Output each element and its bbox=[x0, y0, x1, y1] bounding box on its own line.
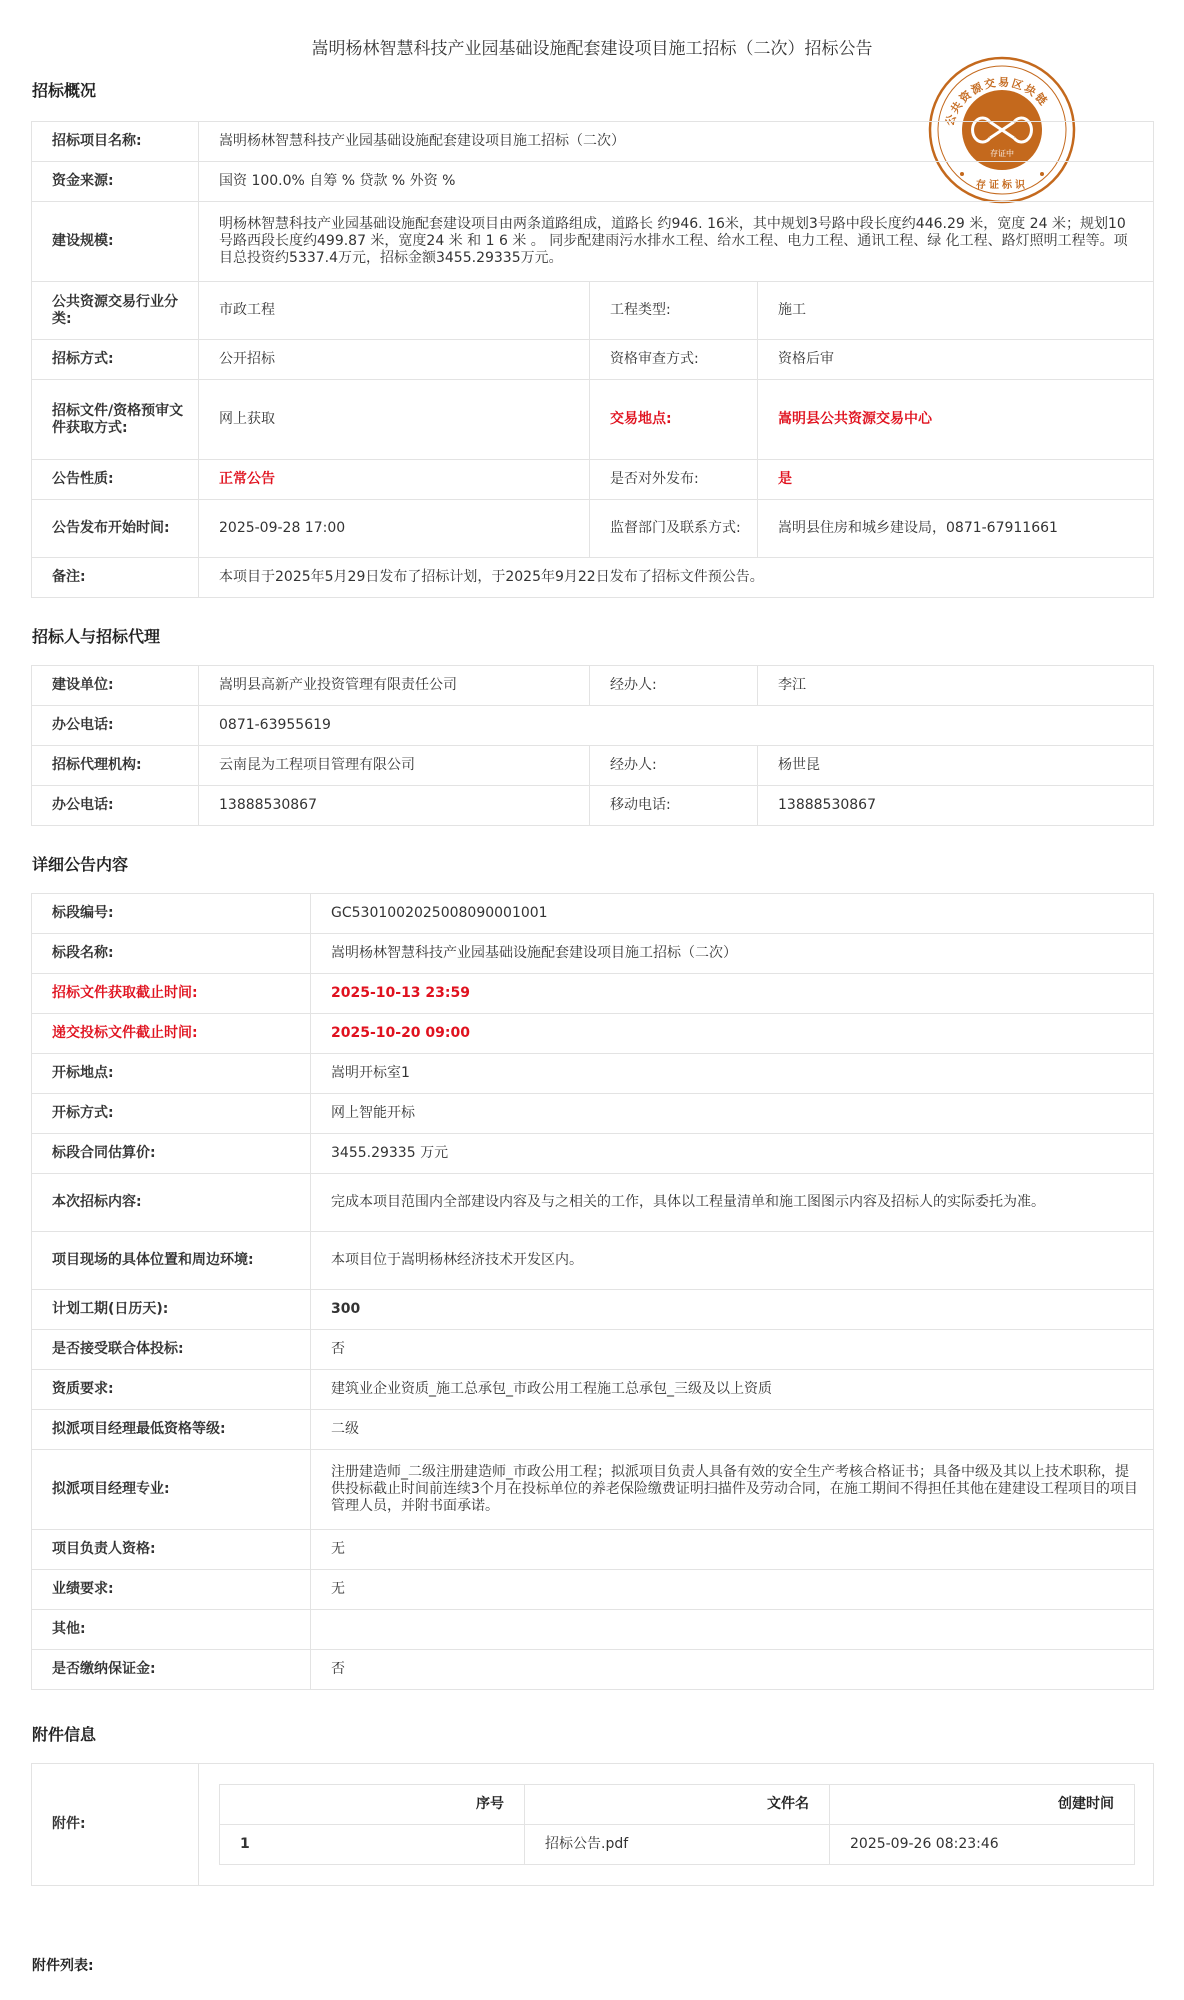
field-value: 本项目位于嵩明杨林经济技术开发区内。 bbox=[311, 1232, 1154, 1290]
field-label: 招标项目名称: bbox=[32, 122, 199, 162]
field-value: GC5301002025008090001001 bbox=[311, 894, 1154, 934]
table-row bbox=[32, 558, 1154, 598]
supervisor-value: 嵩明县住房和城乡建设局，0871-67911661 bbox=[758, 500, 1154, 558]
agency-value: 云南昆为工程项目管理有限公司 bbox=[199, 746, 590, 786]
table-row bbox=[32, 1054, 1154, 1094]
page-title: 嵩明杨林智慧科技产业园基础设施配套建设项目施工招标（二次）招标公告 bbox=[311, 39, 873, 59]
attachment-header-row bbox=[220, 1785, 1135, 1825]
field-label: 招标代理机构: bbox=[32, 746, 199, 786]
field-label: 拟派项目经理专业: bbox=[32, 1450, 311, 1530]
field-label: 附件: bbox=[32, 1764, 199, 1886]
attach-cell bbox=[199, 1764, 1154, 1886]
field-label: 办公电话: bbox=[32, 786, 199, 826]
table-row bbox=[32, 380, 1154, 460]
project-name-value: 嵩明杨林智慧科技产业园基础设施配套建设项目施工招标（二次） bbox=[199, 122, 1154, 162]
field-label: 招标方式: bbox=[32, 340, 199, 380]
field-label: 监督部门及联系方式: bbox=[590, 500, 758, 558]
field-label: 公告性质: bbox=[32, 460, 199, 500]
col-header-no: 序号 bbox=[220, 1785, 525, 1825]
table-row bbox=[32, 1530, 1154, 1570]
field-value: 无 bbox=[311, 1570, 1154, 1610]
field-label: 建设规模: bbox=[32, 202, 199, 282]
field-value: 网上智能开标 bbox=[311, 1094, 1154, 1134]
field-value: 2025-10-13 23:59 bbox=[311, 974, 1154, 1014]
table-row bbox=[32, 1570, 1154, 1610]
publish-value: 2025-09-28 17:00 bbox=[199, 500, 590, 558]
parties-table bbox=[31, 665, 1154, 826]
table-row bbox=[32, 1450, 1154, 1530]
attach-table bbox=[31, 1763, 1154, 1886]
section-detail-heading: 详细公告内容 bbox=[32, 855, 129, 874]
field-label: 公共资源交易行业分类: bbox=[32, 282, 199, 340]
overview-table bbox=[31, 121, 1154, 598]
field-value: 二级 bbox=[311, 1410, 1154, 1450]
table-row bbox=[32, 1330, 1154, 1370]
field-value: 嵩明开标室1 bbox=[311, 1054, 1154, 1094]
field-label: 项目负责人资格: bbox=[32, 1530, 311, 1570]
table-row bbox=[32, 934, 1154, 974]
field-label: 资格审查方式: bbox=[590, 340, 758, 380]
field-label: 本次招标内容: bbox=[32, 1174, 311, 1232]
table-row bbox=[32, 1014, 1154, 1054]
field-label: 公告发布开始时间: bbox=[32, 500, 199, 558]
field-label: 开标地点: bbox=[32, 1054, 311, 1094]
field-value: 2025-10-20 09:00 bbox=[311, 1014, 1154, 1054]
table-row bbox=[32, 1232, 1154, 1290]
table-row bbox=[32, 666, 1154, 706]
field-label: 招标文件/资格预审文件获取方式: bbox=[32, 380, 199, 460]
section-attach-heading: 附件信息 bbox=[32, 1725, 97, 1744]
table-row bbox=[32, 706, 1154, 746]
field-label: 标段名称: bbox=[32, 934, 311, 974]
table-row bbox=[32, 1764, 1154, 1886]
section-parties-heading: 招标人与招标代理 bbox=[32, 627, 161, 646]
agency-phone-value: 13888530867 bbox=[199, 786, 590, 826]
table-row bbox=[32, 460, 1154, 500]
field-value: 注册建造师_二级注册建造师_市政公用工程；拟派项目负责人具备有效的安全生产考核合格证书；具备中级及其以上技术职称，提供投标截止时间前连续3个月在投标单位的养老保险缴费证明扫描件及劳动合同，在施工期间不得担任其他在建建设工程项目的项目管理人员，并附书面承诺。 bbox=[311, 1450, 1154, 1530]
project-type-value: 施工 bbox=[758, 282, 1154, 340]
stamp-bottom-text: 存证标识 bbox=[976, 180, 1028, 191]
remark-value: 本项目于2025年5月29日发布了招标计划，于2025年9月22日发布了招标文件预公告。 bbox=[199, 558, 1154, 598]
field-value: 3455.29335 万元 bbox=[311, 1134, 1154, 1174]
field-value: 无 bbox=[311, 1530, 1154, 1570]
field-label: 经办人: bbox=[590, 666, 758, 706]
table-row bbox=[32, 1370, 1154, 1410]
field-label: 递交投标文件截止时间: bbox=[32, 1014, 311, 1054]
venue-value: 嵩明县公共资源交易中心 bbox=[758, 380, 1154, 460]
field-value: 嵩明杨林智慧科技产业园基础设施配套建设项目施工招标（二次） bbox=[311, 934, 1154, 974]
field-label: 标段编号: bbox=[32, 894, 311, 934]
doc-obtain-value: 网上获取 bbox=[199, 380, 590, 460]
table-row bbox=[32, 1610, 1154, 1650]
table-row bbox=[32, 894, 1154, 934]
review-value: 资格后审 bbox=[758, 340, 1154, 380]
table-row bbox=[32, 122, 1154, 162]
external-value: 是 bbox=[758, 460, 1154, 500]
section-overview-heading: 招标概况 bbox=[32, 81, 97, 100]
table-row bbox=[32, 746, 1154, 786]
agency-mobile-value: 13888530867 bbox=[758, 786, 1154, 826]
attachment-row bbox=[220, 1825, 1135, 1865]
field-label: 是否对外发布: bbox=[590, 460, 758, 500]
field-value: 完成本项目范围内全部建设内容及与之相关的工作，具体以工程量清单和施工图图示内容及招标人的实际委托为准。 bbox=[311, 1174, 1154, 1232]
field-label: 办公电话: bbox=[32, 706, 199, 746]
field-value bbox=[311, 1610, 1154, 1650]
table-row bbox=[32, 1410, 1154, 1450]
field-label: 开标方式: bbox=[32, 1094, 311, 1134]
table-row bbox=[32, 974, 1154, 1014]
field-label: 资质要求: bbox=[32, 1370, 311, 1410]
field-label: 建设单位: bbox=[32, 666, 199, 706]
attachment-created-time: 2025-09-26 08:23:46 bbox=[830, 1825, 1135, 1865]
detail-table bbox=[31, 893, 1154, 1690]
attachment-no: 1 bbox=[220, 1825, 525, 1865]
field-label: 备注: bbox=[32, 558, 199, 598]
field-label: 交易地点: bbox=[590, 380, 758, 460]
field-label: 是否缴纳保证金: bbox=[32, 1650, 311, 1690]
field-label: 其他: bbox=[32, 1610, 311, 1650]
field-label: 资金来源: bbox=[32, 162, 199, 202]
attachment-list bbox=[219, 1784, 1135, 1865]
owner-phone-value: 0871-63955619 bbox=[199, 706, 1154, 746]
table-row bbox=[32, 786, 1154, 826]
owner-handler-value: 李江 bbox=[758, 666, 1154, 706]
method-value: 公开招标 bbox=[199, 340, 590, 380]
table-row bbox=[32, 1290, 1154, 1330]
category-value: 市政工程 bbox=[199, 282, 590, 340]
field-label: 招标文件获取截止时间: bbox=[32, 974, 311, 1014]
table-row bbox=[32, 282, 1154, 340]
attachment-list-label: 附件列表: bbox=[32, 1958, 94, 1974]
table-row bbox=[32, 162, 1154, 202]
field-value: 建筑业企业资质_施工总承包_市政公用工程施工总承包_三级及以上资质 bbox=[311, 1370, 1154, 1410]
owner-value: 嵩明县高新产业投资管理有限责任公司 bbox=[199, 666, 590, 706]
scale-value: 明杨林智慧科技产业园基础设施配套建设项目由两条道路组成，道路长 约946. 16米，其中规划3号路中段长度约446.29 米，宽度 24 米；规划10号路西段长度约499.87 米，宽度24 米 和 1 6 米 。 同步配建雨污水排水工程、给水工程、电力工程、通讯工程、绿 化工程、路灯照明工程等。项目总投资约5337.4万元，招标金额3455.29335万元。 bbox=[199, 202, 1154, 282]
stamp-ring-text: 公共资源交易区块链 bbox=[942, 75, 1051, 128]
field-value: 否 bbox=[311, 1650, 1154, 1690]
table-row bbox=[32, 202, 1154, 282]
field-label: 业绩要求: bbox=[32, 1570, 311, 1610]
attachment-file-link[interactable]: 招标公告.pdf bbox=[525, 1825, 830, 1865]
nature-value: 正常公告 bbox=[199, 460, 590, 500]
field-label: 移动电话: bbox=[590, 786, 758, 826]
table-row bbox=[32, 1650, 1154, 1690]
field-label: 工程类型: bbox=[590, 282, 758, 340]
table-row bbox=[32, 1094, 1154, 1134]
field-label: 标段合同估算价: bbox=[32, 1134, 311, 1174]
table-row bbox=[32, 1174, 1154, 1232]
field-label: 计划工期(日历天): bbox=[32, 1290, 311, 1330]
table-row bbox=[32, 1134, 1154, 1174]
field-value: 否 bbox=[311, 1330, 1154, 1370]
field-label: 是否接受联合体投标: bbox=[32, 1330, 311, 1370]
field-label: 经办人: bbox=[590, 746, 758, 786]
table-row bbox=[32, 500, 1154, 558]
agency-handler-value: 杨世昆 bbox=[758, 746, 1154, 786]
col-header-filename: 文件名 bbox=[525, 1785, 830, 1825]
fund-value: 国资 100.0% 自筹 % 贷款 % 外资 % bbox=[199, 162, 1154, 202]
field-value: 300 bbox=[311, 1290, 1154, 1330]
table-row bbox=[32, 340, 1154, 380]
col-header-created: 创建时间 bbox=[830, 1785, 1135, 1825]
stamp-center-text: 存证中 bbox=[990, 149, 1014, 158]
field-label: 项目现场的具体位置和周边环境: bbox=[32, 1232, 311, 1290]
field-label: 拟派项目经理最低资格等级: bbox=[32, 1410, 311, 1450]
